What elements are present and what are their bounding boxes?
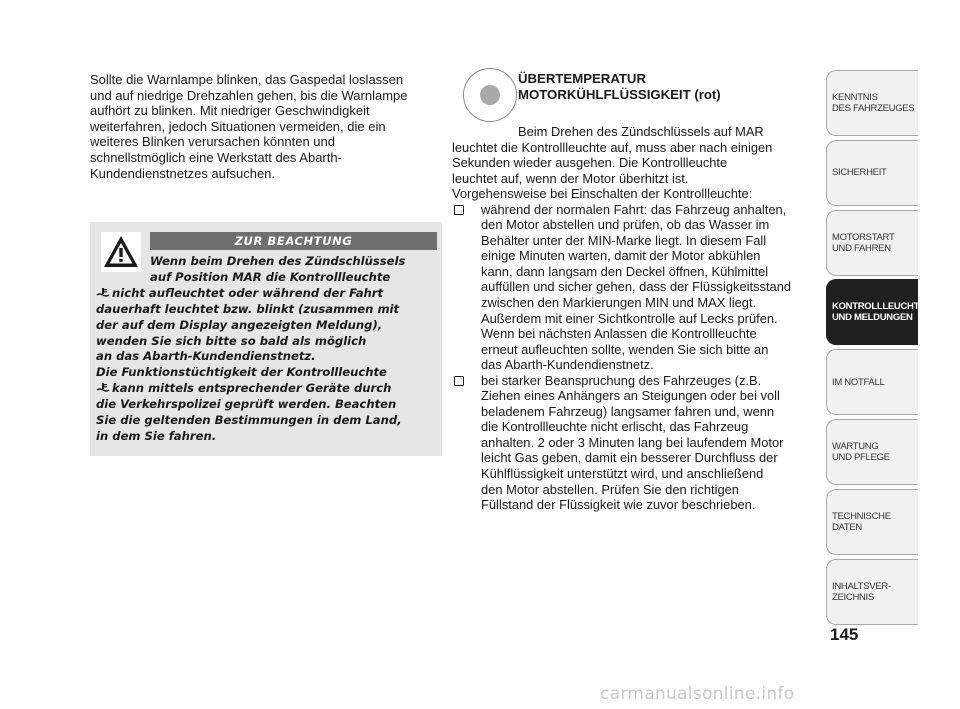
watermark: carmanualsonline.info — [600, 684, 795, 704]
warning-line: dauerhaft leuchtet bzw. blinkt (zusammen mit — [96, 301, 400, 316]
warning-line: nicht aufleuchtet oder während der Fahrt — [112, 285, 384, 300]
left-paragraph-line: Sollte die Warnlampe blinken, das Gaspedal loslassen — [90, 72, 404, 87]
bullet-line: Behälter unter der MIN-Marke liegt. In diesem Fall — [481, 232, 767, 248]
warning-line: Sie die geltenden Bestimmungen in dem Land, — [96, 413, 402, 428]
warning-text — [96, 254, 438, 445]
left-paragraph-line: weiterfahren, jedoch Situationen vermeiden, die ein — [90, 118, 386, 134]
bullet-line: zwischen den Markierungen MIN und MAX liegt. — [481, 295, 757, 311]
bullet-line: erneut aufleuchten sollte, wenden Sie sich bitte an — [481, 341, 769, 357]
warning-line: die Verkehrspolizei geprüft werden. Beachten — [96, 397, 397, 412]
bullet-line: Kühlflüssigkeit unterstützt wird, und anschließend — [481, 466, 764, 482]
tab-im-notfall[interactable] — [826, 349, 918, 415]
checkbox-bullet-icon — [454, 205, 464, 215]
bullet-line: anhalten. 2 oder 3 Minuten lang bei laufendem Motor — [481, 434, 784, 450]
tab-label: TECHNISCHE DATEN — [832, 510, 891, 533]
tab-label: SICHERHEIT — [832, 167, 887, 179]
warning-line: der auf dem Display angezeigten Meldung), — [96, 317, 383, 332]
tab-wartung-und-pflege[interactable] — [826, 419, 918, 485]
coolant-temperature-icon — [96, 287, 110, 298]
checkbox-bullet-icon — [454, 376, 464, 386]
bullet-line: das Abarth-Kundendienstnetz. — [481, 357, 654, 373]
bullet-line: während der normalen Fahrt: das Fahrzeug anhalten, — [481, 201, 787, 217]
bullet-line: Füllstand der Flüssigkeit wie zuvor beschrieben. — [481, 497, 756, 513]
tab-motorstart-und-fahren[interactable] — [826, 210, 918, 276]
warning-line: auf Position MAR die Kontrollleuchte — [150, 269, 391, 284]
intro-line: Vorgehensweise bei Einschalten der Kontrollleuchte: — [452, 186, 753, 202]
tab-kontrollleuchten-und-meldungen[interactable] — [826, 279, 932, 345]
tab-label: MOTORSTART UND FAHREN — [832, 231, 895, 254]
tab-label: KONTROLLLEUCHTEN UND MELDUNGEN — [832, 301, 932, 324]
chapter-tabs — [826, 70, 932, 628]
left-paragraph-line: und auf niedrige Drehzahlen gehen, bis die Warnlampe — [90, 87, 408, 103]
tab-label: IM NOTFALL — [832, 376, 885, 388]
intro-line: Sekunden wieder ausgehen. Die Kontrollleuchte — [452, 155, 728, 171]
section-body — [452, 124, 816, 513]
warning-line: wenden Sie sich bitte so bald als möglich — [96, 333, 367, 348]
bullet-line: leicht Gas geben, damit ein besserer Durchfluss der — [481, 450, 778, 466]
warning-lamp-icon — [462, 67, 518, 123]
warning-box — [90, 222, 442, 456]
bullet-line: den Motor abstellen und prüfen, ob das Wasser im — [481, 217, 770, 233]
bullet-item — [452, 202, 816, 373]
bullet-line: bei starker Beanspruchung des Fahrzeuges (z.B. — [481, 372, 762, 388]
intro-line: leuchtet auf, wenn der Motor überhitzt ist. — [452, 170, 689, 186]
tab-sicherheit[interactable] — [826, 140, 918, 206]
bullet-line: Ziehen eines Anhängers an Steigungen oder bei voll — [481, 388, 780, 404]
warning-line: an das Abarth-Kundendienstnetz. — [96, 349, 316, 364]
tab-technische-daten[interactable] — [826, 489, 918, 555]
left-paragraph-line: schnellstmöglich eine Werkstatt des Abarth- — [90, 149, 342, 165]
section-title-line: MOTORKÜHLFLÜSSIGKEIT (rot) — [518, 87, 721, 102]
bullet-line: auffüllen und sicher gehen, dass der Flüssigkeitsstand — [481, 279, 792, 295]
tab-label: WARTUNG UND PFLEGE — [832, 440, 890, 463]
warning-header: ZUR BEACHTUNG — [150, 232, 437, 250]
left-paragraph-line: Kundendienstnetzes aufsuchen. — [90, 165, 276, 181]
bullet-line: die Kontrollleuchte nicht erlischt, das Fahrzeug — [481, 419, 749, 435]
intro-line: Beim Drehen des Zündschlüssels auf MAR — [518, 124, 764, 139]
bullet-line: kann, dann langsam den Deckel öffnen, Kühlmittel — [481, 263, 769, 279]
page-number: 145 — [830, 625, 859, 644]
bullet-line: beladenem Fahrzeug) langsamer fahren und, wenn — [481, 403, 775, 419]
bullet-line: Wenn bei nächsten Anlassen die Kontrollleuchte — [481, 326, 757, 342]
left-paragraph — [90, 72, 440, 181]
left-paragraph-line: weiteres Blinken verursachen könnten und — [90, 134, 335, 150]
tab-inhaltsverzeichnis[interactable] — [826, 559, 918, 625]
warning-line-with-icon — [96, 286, 438, 302]
tab-label: INHALTSVER- ZEICHNIS — [832, 580, 891, 603]
warning-line: Die Funktionstüchtigkeit der Kontrollleuchte — [96, 365, 387, 380]
section-title — [518, 71, 818, 103]
bullet-line: den Motor abstellen. Prüfen Sie den richtigen — [481, 481, 739, 497]
intro-line: leuchtet die Kontrollleuchte auf, muss aber nach einigen — [452, 139, 773, 155]
bullet-line: einige Minuten warten, damit der Motor abkühlen — [481, 248, 761, 264]
warning-line: in dem Sie fahren. — [96, 428, 217, 443]
warning-line: Wenn beim Drehen des Zündschlüssels — [150, 254, 406, 268]
section-title-line: ÜBERTEMPERATUR — [518, 71, 646, 86]
bullet-line: Außerdem mit einer Sichtkontrolle auf Lecks prüfen. — [481, 310, 778, 326]
bullet-item — [452, 373, 816, 513]
warning-line: kann mittels entsprechender Geräte durch — [112, 381, 392, 396]
left-paragraph-line: aufhört zu blinken. Mit niedriger Geschwindigkeit — [90, 103, 370, 119]
warning-line-with-icon — [96, 381, 438, 397]
coolant-temperature-icon — [96, 382, 110, 393]
tab-label: KENNTNIS DES FAHRZEUGES — [832, 92, 915, 114]
tab-kenntnis-des-fahrzeuges[interactable] — [826, 70, 918, 136]
